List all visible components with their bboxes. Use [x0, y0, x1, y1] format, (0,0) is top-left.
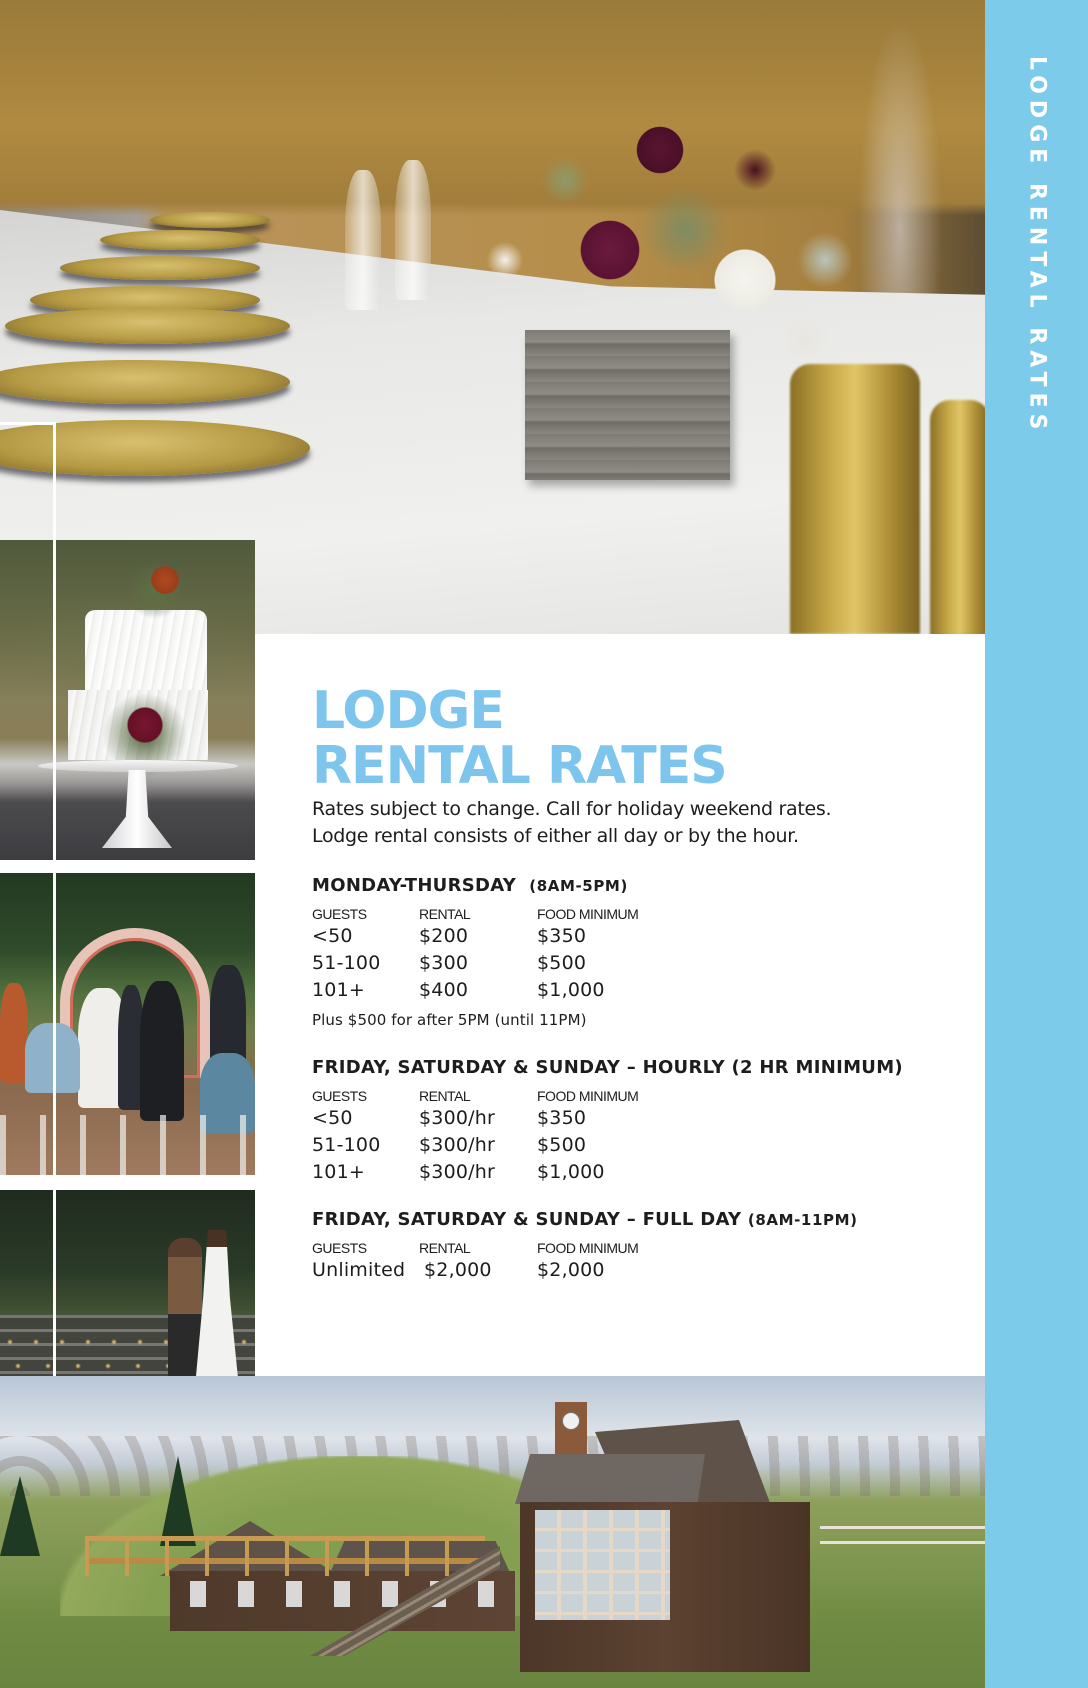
section-heading-time: (8AM-5PM) — [529, 877, 628, 895]
table-row — [312, 976, 737, 1003]
gold-candle — [790, 364, 920, 634]
table-row — [312, 922, 737, 949]
banquet-table-photo — [0, 0, 985, 634]
wine-glass — [395, 160, 431, 300]
cell-rental: $300/hr — [419, 1133, 496, 1156]
seated-guest — [25, 1023, 80, 1093]
column-header-rental: RENTAL — [419, 1088, 471, 1104]
cell-food-minimum: $350 — [537, 924, 587, 947]
gold-candle — [930, 400, 985, 634]
gold-charger-plate — [150, 212, 270, 228]
table-row — [312, 1158, 737, 1185]
cell-rental: $2,000 — [424, 1258, 492, 1281]
gold-charger-plate — [100, 230, 260, 250]
column-header-rental: RENTAL — [419, 1240, 471, 1256]
cell-food-minimum: $1,000 — [537, 1160, 605, 1183]
cell-guests: 101+ — [312, 1160, 365, 1183]
column-header-rental: RENTAL — [419, 906, 471, 922]
cell-guests: 51-100 — [312, 1133, 381, 1156]
cell-guests: 51-100 — [312, 951, 381, 974]
photo-gap — [0, 860, 255, 873]
cell-food-minimum: $350 — [537, 1106, 587, 1129]
cell-food-minimum: $500 — [537, 1133, 587, 1156]
cell-guests: <50 — [312, 924, 353, 947]
white-chairs — [0, 1115, 255, 1175]
rates-panel — [255, 634, 985, 1376]
section-heading: FRIDAY, SATURDAY & SUNDAY – HOURLY (2 HR MINIMUM) — [312, 1057, 903, 1078]
section-weekend-full-day — [312, 1209, 985, 1283]
intro-line-2: Lodge rental consists of either all day or by the hour. — [312, 825, 799, 847]
vertical-section-title: LODGE RENTAL RATES — [1024, 56, 1049, 436]
intro-line-1: Rates subject to change. Call for holiday weekend rates. — [312, 798, 832, 820]
cell-guests: Unlimited — [312, 1258, 406, 1281]
column-header-food-minimum: FOOD MINIMUM — [537, 1240, 639, 1256]
gold-charger-plate — [5, 308, 290, 344]
dancing-couple — [168, 1230, 242, 1398]
floral-arrangement — [445, 110, 885, 370]
column-header-guests: GUESTS — [312, 1240, 367, 1256]
column-header-guests: GUESTS — [312, 906, 367, 922]
lodge-main-building — [515, 1420, 815, 1670]
window-wall — [535, 1510, 670, 1620]
cell-rental: $200 — [419, 924, 469, 947]
after-hours-note: Plus $500 for after 5PM (until 11PM) — [312, 1011, 587, 1029]
photo-gap — [0, 1175, 255, 1190]
cell-food-minimum: $2,000 — [537, 1258, 605, 1281]
roof — [515, 1454, 705, 1504]
cell-guests: 101+ — [312, 978, 365, 1001]
column-header-guests: GUESTS — [312, 1088, 367, 1104]
section-heading — [312, 875, 985, 897]
intro-text — [312, 796, 985, 850]
title-line-2: RENTAL RATES — [312, 736, 727, 796]
page-title — [312, 681, 985, 796]
cell-rental: $300/hr — [419, 1160, 496, 1183]
guest — [0, 983, 28, 1083]
title-line-1: LODGE — [312, 681, 504, 741]
clock-icon — [562, 1412, 580, 1430]
rate-table — [312, 902, 737, 1003]
cell-rental: $400 — [419, 978, 469, 1001]
cell-rental: $300/hr — [419, 1106, 496, 1129]
wine-glass — [345, 170, 381, 310]
gold-charger-plate — [60, 256, 260, 280]
section-monday-thursday — [312, 875, 985, 1029]
section-weekend-hourly — [312, 1057, 985, 1185]
rate-table — [312, 1236, 737, 1283]
column-header-food-minimum: FOOD MINIMUM — [537, 1088, 639, 1104]
cake-flowers — [100, 540, 210, 630]
wooden-deck — [85, 1536, 485, 1576]
wedding-cake-photo — [0, 540, 255, 860]
table-row — [312, 1131, 737, 1158]
cell-guests: <50 — [312, 1106, 353, 1129]
section-heading-days: MONDAY-THURSDAY — [312, 875, 517, 896]
table-row — [312, 1256, 737, 1283]
table-row — [312, 1104, 737, 1131]
cell-food-minimum: $500 — [537, 951, 587, 974]
table-row — [312, 949, 737, 976]
cell-rental: $300 — [419, 951, 469, 974]
section-heading-days: FRIDAY, SATURDAY & SUNDAY – FULL DAY — [312, 1209, 742, 1230]
rail-fence — [820, 1526, 985, 1544]
section-heading-time: (8AM-11PM) — [747, 1211, 858, 1229]
cell-food-minimum: $1,000 — [537, 978, 605, 1001]
rate-table — [312, 1084, 737, 1185]
groom — [140, 981, 184, 1121]
side-tab-bar — [985, 0, 1088, 1688]
lodge-exterior-photo — [0, 1376, 985, 1688]
ceremony-photo — [0, 873, 255, 1175]
section-heading — [312, 1209, 985, 1231]
column-header-food-minimum: FOOD MINIMUM — [537, 906, 639, 922]
